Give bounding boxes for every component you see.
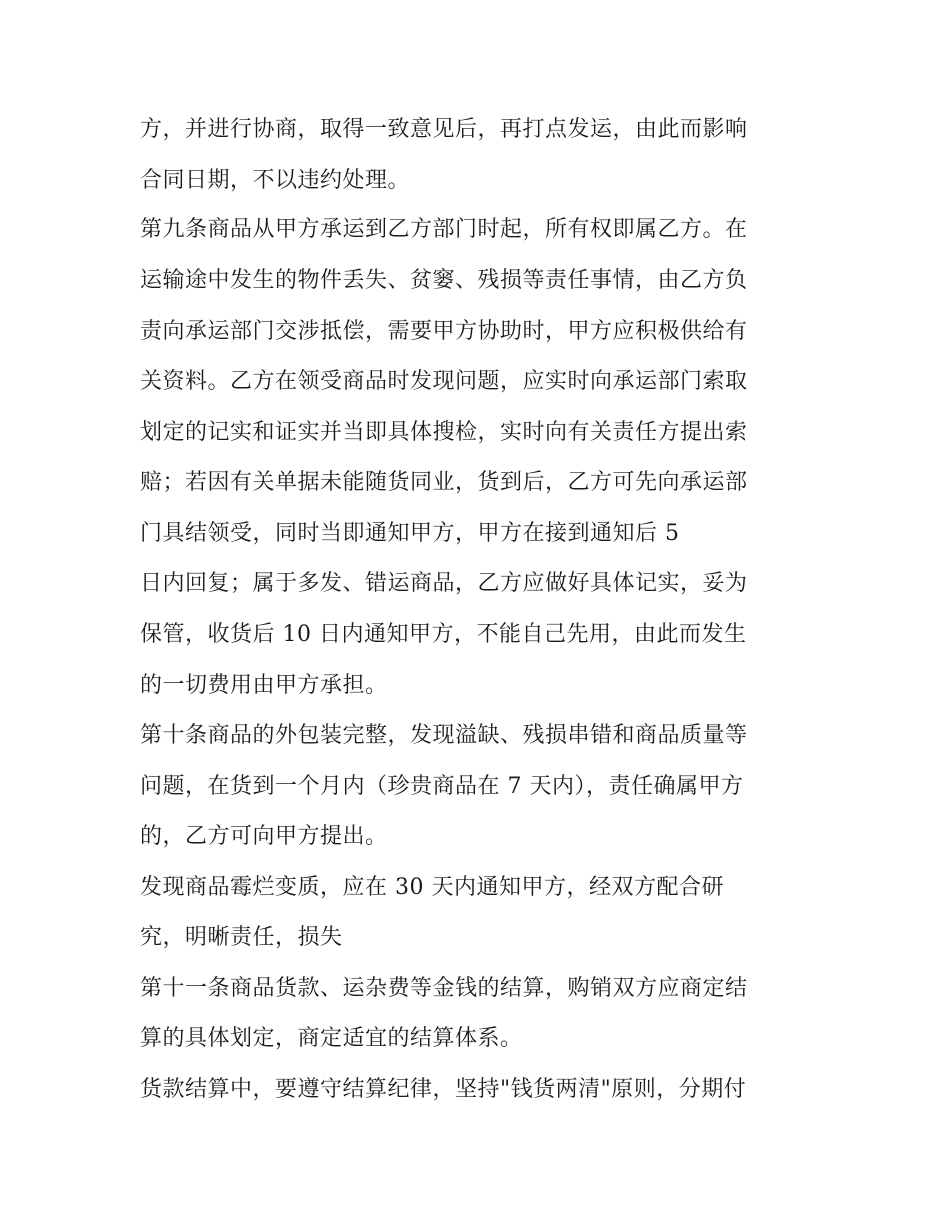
text-line: 问题，在货到一个月内（珍贵商品在 7 天内），责任确属甲方 bbox=[140, 774, 744, 799]
text-line: 关资料。乙方在领受商品时发现问题，应实时向承运部门索取 bbox=[140, 369, 748, 394]
text-line: 划定的记实和证实并当即具体搜检，实时向有关责任方提出索 bbox=[140, 420, 748, 445]
text-line: 发现商品霉烂变质，应在 30 天内通知甲方，经双方配合研 bbox=[140, 875, 724, 900]
text-line: 第十条商品的外包装完整，发现溢缺、残损串错和商品质量等 bbox=[140, 723, 748, 748]
text-line: 方，并进行协商，取得一致意见后，再打点发运，由此而影响 bbox=[140, 117, 748, 142]
text-line: 货款结算中，要遵守结算纪律，坚持"钱货两清"原则，分期付 bbox=[140, 1077, 747, 1102]
text-line: 的，乙方可向甲方提出。 bbox=[140, 824, 388, 849]
text-line: 的一切费用由甲方承担。 bbox=[140, 673, 388, 698]
text-line: 第十一条商品货款、运杂费等金钱的结算，购销双方应商定结 bbox=[140, 976, 748, 1001]
text-line: 第九条商品从甲方承运到乙方部门时起，所有权即属乙方。在 bbox=[140, 217, 748, 242]
text-line: 责向承运部门交涉抵偿，需要甲方协助时，甲方应积极供给有 bbox=[140, 319, 748, 344]
text-line: 算的具体划定，商定适宜的结算体系。 bbox=[140, 1026, 523, 1051]
text-line: 门具结领受，同时当即通知甲方，甲方在接到通知后 5 bbox=[140, 521, 680, 546]
text-line: 保管，收货后 10 日内通知甲方，不能自己先用，由此而发生 bbox=[140, 622, 747, 647]
text-line: 运输途中发生的物件丢失、贫窭、残损等责任事情，由乙方负 bbox=[140, 268, 748, 293]
text-line: 究，明晰责任，损失 bbox=[140, 925, 343, 950]
text-line: 合同日期，不以违约处理。 bbox=[140, 168, 411, 193]
text-line: 日内回复；属于多发、错运商品，乙方应做好具体记实，妥为 bbox=[140, 571, 748, 596]
text-line: 赔；若因有关单据未能随货同业，货到后，乙方可先向承运部 bbox=[140, 470, 748, 495]
